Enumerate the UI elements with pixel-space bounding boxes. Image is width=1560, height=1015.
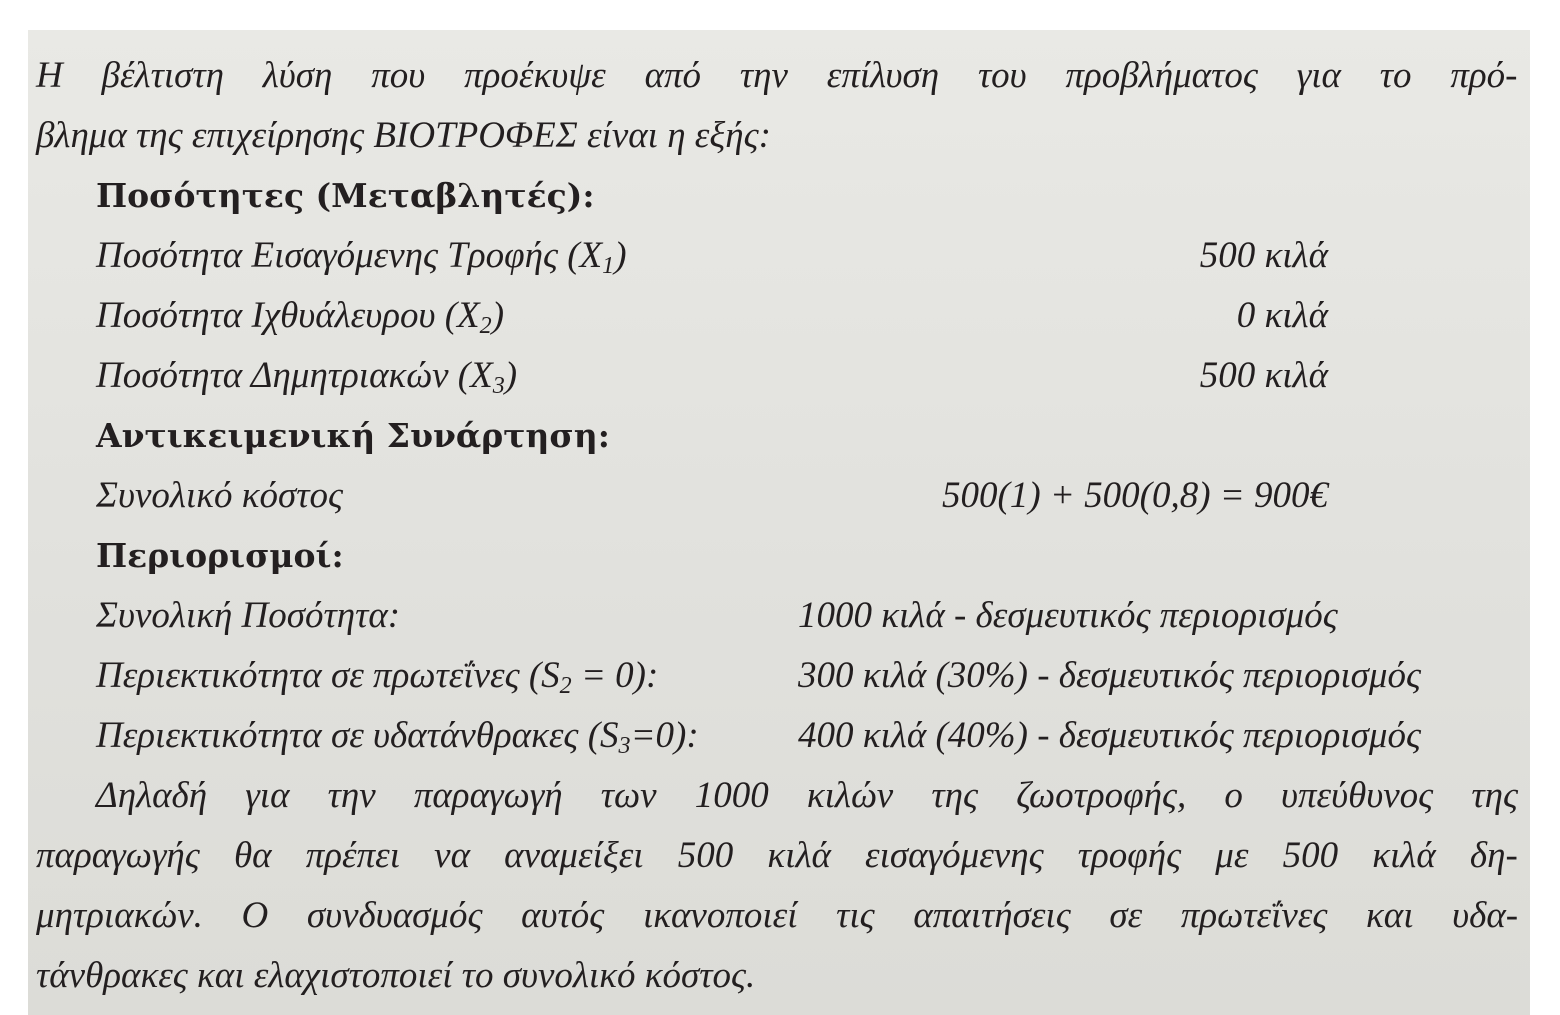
objective-heading: Αντικειμενική Συνάρτηση: (96, 416, 610, 455)
variable-label-x1: Ποσότητα Εισαγόμενης Τροφής $(X_1)$ (96, 235, 627, 279)
variables-heading: Ποσότητες (Μεταβλητές): (96, 176, 595, 215)
constraint-value-protein: 300 κιλά (30%) - δεσμευτικός περιορισμός (798, 655, 1422, 696)
constraint-value-carbs: 400 κιλά (40%) - δεσμευτικός περιορισμός (798, 715, 1422, 756)
solution-panel (28, 30, 1530, 1015)
conclusion-line-3: μητριακών. Ο συνδυασμός αυτός ικανοποιεί τις απαιτήσεις σε πρωτεΐνες και υδα- (36, 895, 1519, 936)
constraints-heading: Περιορισμοί: (96, 536, 344, 575)
variable-label-x3: Ποσότητα Δημητριακών $(X_3)$ (96, 355, 518, 399)
variable-value-x3: 500 κιλά (1199, 355, 1328, 396)
intro-line-2: βλημα της επιχείρησης ΒΙΟΤΡΟΦΕΣ είναι η εξής: (36, 115, 771, 156)
conclusion-line-2: παραγωγής θα πρέπει να αναμείξει 500 κιλά εισαγόμενης τροφής με 500 κιλά δη- (36, 835, 1518, 876)
conclusion-line-1: Δηλαδή για την παραγωγή των 1000 κιλών της ζωοτροφής, ο υπεύθυνος της (96, 775, 1518, 816)
constraint-label-carbs: Περιεκτικότητα σε υδατάνθρακες $(S_3=0)$: (96, 715, 699, 759)
variable-label-x2: Ποσότητα Ιχθυάλευρου $(X_2)$ (96, 295, 505, 339)
intro-line-1: Η βέλτιστη λύση που προέκυψε από την επίλυση του προβλήματος για το πρό- (36, 55, 1518, 96)
constraint-value-total: 1000 κιλά - δεσμευτικός περιορισμός (798, 595, 1338, 636)
objective-label: Συνολικό κόστος (96, 475, 343, 516)
conclusion-line-4: τάνθρακες και ελαχιστοποιεί το συνολικό κόστος. (36, 955, 756, 996)
constraint-label-total: Συνολική Ποσότητα: (96, 595, 401, 636)
variable-value-x2: 0 κιλά (1236, 295, 1328, 336)
constraint-label-protein: Περιεκτικότητα σε πρωτεΐνες $(S_2 = 0)$: (96, 655, 659, 699)
page-top-margin (0, 0, 1560, 30)
variable-value-x1: 500 κιλά (1199, 235, 1328, 276)
objective-value: 500(1) + 500(0,8) = 900€ (942, 475, 1328, 516)
